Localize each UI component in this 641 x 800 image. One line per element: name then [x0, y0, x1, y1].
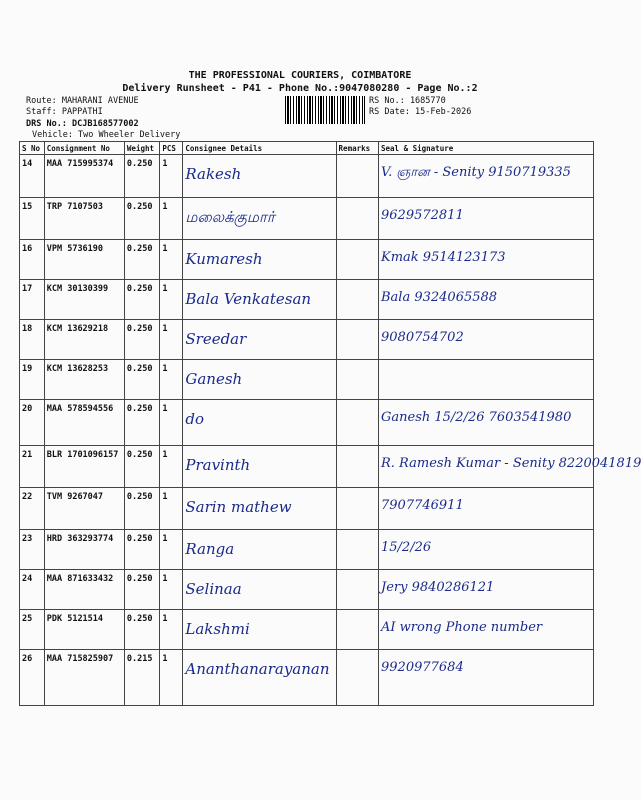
row-remarks: [336, 610, 378, 650]
row-consignee: [183, 155, 336, 198]
handwritten-signature: 15/2/26: [381, 540, 432, 555]
handwritten-signature: Kmak 9514123173: [381, 250, 506, 265]
handwritten-signature: 9080754702: [381, 330, 464, 345]
row-remarks: [336, 650, 378, 706]
handwritten-signature: Ganesh 15/2/26 7603541980: [381, 410, 572, 425]
row-weight: 0.250: [124, 155, 159, 198]
row-consignee: [183, 280, 336, 320]
row-remarks: [336, 198, 378, 240]
handwritten-signature: V. ஞான - Senity 9150719335: [381, 165, 571, 180]
col-signature: Seal & Signature: [379, 142, 594, 155]
row-weight: 0.250: [124, 360, 159, 400]
handwritten-consignee: Sarin mathew: [185, 498, 292, 516]
row-signature: [379, 240, 594, 280]
col-weight: Weight: [124, 142, 159, 155]
barcode-image: [285, 96, 365, 124]
table-row: [20, 155, 594, 198]
handwritten-consignee: Rakesh: [185, 165, 242, 183]
row-remarks: [336, 446, 378, 488]
row-remarks: [336, 320, 378, 360]
row-consignee: [183, 488, 336, 530]
row-pcs: 1: [160, 320, 183, 360]
row-remarks: [336, 400, 378, 446]
row-signature: [379, 360, 594, 400]
handwritten-signature: AI wrong Phone number: [381, 620, 543, 635]
col-pcs: PCS: [160, 142, 183, 155]
handwritten-consignee: Bala Venkatesan: [185, 290, 312, 308]
row-sno: 21: [20, 446, 45, 488]
row-pcs: 1: [160, 610, 183, 650]
row-weight: 0.250: [124, 198, 159, 240]
row-consignment: BLR 1701096157: [44, 446, 124, 488]
row-consignment: HRD 363293774: [44, 530, 124, 570]
staff-label: Staff: PAPPATHI: [26, 107, 103, 117]
row-pcs: 1: [160, 400, 183, 446]
row-consignment: MAA 715995374: [44, 155, 124, 198]
row-consignee: [183, 610, 336, 650]
row-sno: 26: [20, 650, 45, 706]
row-sno: 15: [20, 198, 45, 240]
row-signature: [379, 280, 594, 320]
row-consignment: KCM 30130399: [44, 280, 124, 320]
row-pcs: 1: [160, 198, 183, 240]
row-consignment: MAA 871633432: [44, 570, 124, 610]
row-sno: 20: [20, 400, 45, 446]
row-pcs: 1: [160, 488, 183, 530]
row-weight: 0.250: [124, 530, 159, 570]
table-row: [20, 400, 594, 446]
row-weight: 0.250: [124, 488, 159, 530]
table-row: [20, 360, 594, 400]
rs-date: RS Date: 15-Feb-2026: [369, 107, 472, 117]
row-signature: [379, 198, 594, 240]
table-header-row: [20, 142, 594, 155]
handwritten-consignee: Sreedar: [185, 330, 247, 348]
table-row: [20, 320, 594, 360]
row-remarks: [336, 488, 378, 530]
row-sno: 14: [20, 155, 45, 198]
table-row: [20, 280, 594, 320]
row-signature: [379, 400, 594, 446]
row-signature: [379, 446, 641, 488]
row-sno: 16: [20, 240, 45, 280]
row-weight: 0.250: [124, 400, 159, 446]
row-pcs: 1: [160, 240, 183, 280]
row-sno: 17: [20, 280, 45, 320]
row-weight: 0.250: [124, 610, 159, 650]
table-row: [20, 570, 594, 610]
row-weight: 0.250: [124, 240, 159, 280]
vehicle-label: Vehicle: Two Wheeler Delivery: [32, 130, 181, 140]
handwritten-signature: R. Ramesh Kumar - Senity 8220041819: [381, 456, 641, 471]
row-signature: [379, 650, 594, 706]
col-consignee: Consignee Details: [183, 142, 336, 155]
col-sno: S No: [20, 142, 45, 155]
row-signature: [379, 610, 594, 650]
row-sno: 24: [20, 570, 45, 610]
row-weight: 0.250: [124, 320, 159, 360]
row-consignee: [183, 530, 336, 570]
row-pcs: 1: [160, 570, 183, 610]
row-weight: 0.250: [124, 446, 159, 488]
handwritten-consignee: Pravinth: [185, 456, 251, 474]
runsheet-table: [19, 141, 641, 706]
row-consignee: [183, 446, 336, 488]
handwritten-consignee: Kumaresh: [185, 250, 263, 268]
runsheet-subtitle: Delivery Runsheet - P41 - Phone No.:9047080280 - Page No.:2: [122, 83, 478, 94]
row-consignment: TRP 7107503: [44, 198, 124, 240]
handwritten-signature: Bala 9324065588: [381, 290, 498, 305]
row-remarks: [336, 240, 378, 280]
row-consignment: TVM 9267047: [44, 488, 124, 530]
route-label: Route: MAHARANI AVENUE: [26, 96, 139, 106]
row-pcs: 1: [160, 280, 183, 320]
row-weight: 0.250: [124, 280, 159, 320]
row-sno: 25: [20, 610, 45, 650]
row-signature: [379, 155, 594, 198]
col-remarks: Remarks: [336, 142, 378, 155]
table-row: [20, 650, 594, 706]
row-consignment: MAA 715825907: [44, 650, 124, 706]
row-remarks: [336, 155, 378, 198]
handwritten-consignee: do: [185, 410, 205, 428]
table-row: [20, 240, 594, 280]
handwritten-signature: 9920977684: [381, 660, 464, 675]
row-weight: 0.250: [124, 570, 159, 610]
row-consignee: [183, 240, 336, 280]
row-pcs: 1: [160, 650, 183, 706]
company-title: THE PROFESSIONAL COURIERS, COIMBATORE: [188, 70, 412, 81]
handwritten-consignee: மலைக்குமார்: [185, 208, 275, 226]
row-consignee: [183, 570, 336, 610]
handwritten-consignee: Ganesh: [185, 370, 243, 388]
row-pcs: 1: [160, 360, 183, 400]
row-pcs: 1: [160, 155, 183, 198]
row-signature: [379, 320, 594, 360]
table-row: [20, 530, 594, 570]
row-signature: [379, 530, 594, 570]
handwritten-consignee: Selinaa: [185, 580, 242, 598]
row-consignment: VPM 5736190: [44, 240, 124, 280]
row-weight: 0.215: [124, 650, 159, 706]
row-consignment: PDK 5121514: [44, 610, 124, 650]
table-row: [20, 446, 594, 488]
row-sno: 23: [20, 530, 45, 570]
row-consignee: [183, 198, 336, 240]
row-consignee: [183, 360, 336, 400]
row-consignment: KCM 13629218: [44, 320, 124, 360]
handwritten-consignee: Ananthanarayanan: [185, 660, 330, 678]
rs-number: RS No.: 1685770: [369, 96, 446, 106]
row-remarks: [336, 360, 378, 400]
row-consignee: [183, 650, 336, 706]
row-consignment: MAA 578594556: [44, 400, 124, 446]
row-signature: [379, 570, 594, 610]
row-consignee: [183, 400, 336, 446]
row-remarks: [336, 280, 378, 320]
table-row: [20, 488, 594, 530]
row-sno: 18: [20, 320, 45, 360]
handwritten-signature: 7907746911: [381, 498, 464, 513]
row-signature: [379, 488, 594, 530]
handwritten-signature: 9629572811: [381, 208, 464, 223]
row-consignee: [183, 320, 336, 360]
row-pcs: 1: [160, 530, 183, 570]
table-row: [20, 610, 594, 650]
row-sno: 22: [20, 488, 45, 530]
table-row: [20, 198, 594, 240]
row-pcs: 1: [160, 446, 183, 488]
row-consignment: KCM 13628253: [44, 360, 124, 400]
handwritten-consignee: Lakshmi: [185, 620, 250, 638]
handwritten-signature: Jery 9840286121: [381, 580, 495, 595]
row-remarks: [336, 530, 378, 570]
row-remarks: [336, 570, 378, 610]
drs-label: DRS No.: DCJB168577002: [26, 119, 139, 129]
col-consignment: Consignment No: [44, 142, 124, 155]
row-sno: 19: [20, 360, 45, 400]
handwritten-consignee: Ranga: [185, 540, 235, 558]
